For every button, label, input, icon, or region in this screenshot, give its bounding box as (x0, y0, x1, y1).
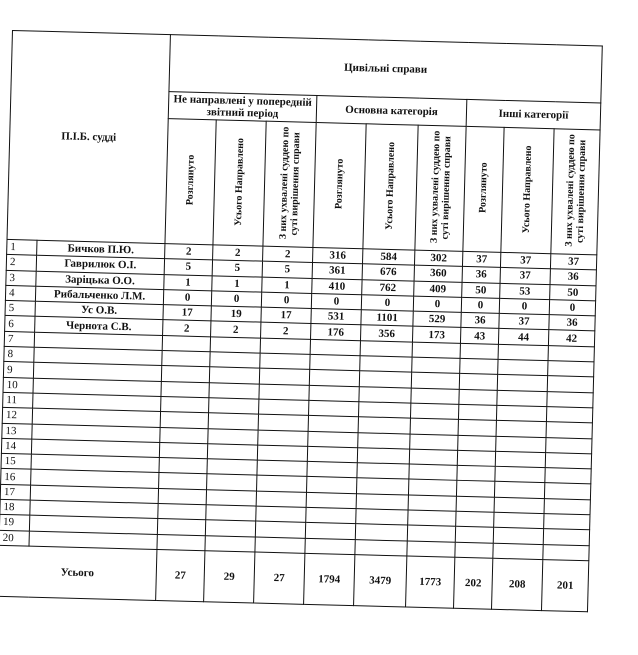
value-cell: 0 (549, 300, 595, 316)
value-cell (208, 413, 258, 430)
row-number: 18 (0, 499, 30, 515)
value-cell (306, 507, 356, 524)
value-cell (358, 432, 410, 449)
value-cell (410, 418, 458, 435)
value-cell (544, 498, 590, 514)
total-value: 1773 (406, 556, 455, 608)
judge-name: Заріцька О.О. (36, 271, 164, 290)
row-number: 13 (2, 423, 32, 439)
subcolumn-label: Розглянуто (477, 162, 490, 214)
value-cell (208, 428, 258, 445)
value-cell (546, 407, 592, 423)
value-cell (260, 353, 310, 370)
value-cell (360, 341, 412, 358)
value-cell (455, 542, 493, 558)
civil-cases-table (0, 30, 603, 612)
value-cell: 37 (462, 251, 500, 267)
value-cell (305, 538, 355, 555)
value-cell (457, 465, 495, 481)
value-cell: 53 (500, 283, 550, 300)
total-value: 3479 (354, 555, 407, 607)
value-cell (412, 342, 460, 359)
value-cell: 584 (362, 249, 414, 266)
value-cell: 36 (461, 313, 499, 329)
value-cell (495, 451, 545, 468)
value-cell (309, 385, 359, 402)
total-value: 27 (156, 549, 205, 601)
row-number: 14 (1, 438, 31, 454)
value-cell (546, 422, 592, 438)
row-number: 4 (5, 285, 35, 301)
value-cell (159, 442, 207, 459)
value-cell: 42 (548, 330, 594, 346)
row-number: 1 (7, 239, 37, 255)
value-cell: 176 (311, 324, 361, 341)
value-cell (496, 421, 546, 438)
value-cell (256, 491, 306, 508)
value-cell: 2 (263, 246, 313, 263)
value-cell: 356 (360, 325, 412, 342)
value-cell (458, 404, 496, 420)
subcolumn-header (551, 129, 600, 255)
value-cell (158, 488, 206, 505)
value-cell: 529 (413, 311, 461, 328)
value-cell (458, 420, 496, 436)
row-number: 19 (0, 515, 30, 531)
value-cell (497, 375, 547, 392)
group-header: Інші категорії (466, 99, 601, 129)
subcolumn-label: Усього Направлено (383, 141, 398, 230)
value-cell: 37 (500, 268, 550, 285)
value-cell (548, 361, 594, 377)
value-cell: 1 (262, 277, 312, 294)
value-cell: 1101 (361, 310, 413, 327)
value-cell (255, 537, 305, 554)
value-cell (409, 464, 457, 481)
value-cell (456, 511, 494, 527)
value-cell (460, 358, 498, 374)
total-value: 29 (204, 551, 255, 603)
value-cell: 0 (211, 291, 261, 308)
total-value: 208 (492, 558, 543, 610)
value-cell (411, 388, 459, 405)
judge-name: Гаврилюк О.І. (36, 256, 164, 275)
value-cell (161, 381, 209, 398)
value-cell (309, 400, 359, 417)
value-cell (360, 356, 412, 373)
value-cell (356, 478, 408, 495)
subcolumn-header (165, 119, 216, 245)
value-cell (310, 354, 360, 371)
value-cell (307, 462, 357, 479)
value-cell (205, 535, 255, 552)
value-cell: 2 (211, 321, 261, 338)
subcolumn-header (415, 125, 466, 251)
value-cell (358, 417, 410, 434)
value-cell: 360 (414, 265, 462, 282)
value-cell (258, 414, 308, 431)
value-cell: 0 (413, 296, 461, 313)
value-cell (158, 504, 206, 521)
total-value: 201 (541, 560, 588, 612)
value-cell: 0 (311, 293, 361, 310)
value-cell: 5 (212, 260, 262, 277)
value-cell (459, 389, 497, 405)
value-cell (543, 529, 589, 545)
value-cell (543, 544, 589, 560)
value-cell (408, 510, 456, 527)
value-cell (407, 541, 455, 558)
value-cell: 0 (461, 297, 499, 313)
value-cell (455, 527, 493, 543)
value-cell (308, 416, 358, 433)
value-cell (162, 335, 210, 352)
value-cell (460, 343, 498, 359)
total-value: 27 (254, 552, 305, 604)
value-cell (306, 492, 356, 509)
value-cell (161, 366, 209, 383)
value-cell (546, 437, 592, 453)
judge-name-header: П.І.Б. судді (7, 31, 170, 244)
value-cell (497, 390, 547, 407)
value-cell (160, 412, 208, 429)
value-cell: 0 (261, 292, 311, 309)
value-cell: 5 (262, 261, 312, 278)
row-number: 8 (4, 346, 34, 362)
value-cell: 410 (312, 278, 362, 295)
row-number: 20 (0, 530, 29, 546)
value-cell: 531 (311, 309, 361, 326)
value-cell (206, 489, 256, 506)
value-cell (410, 403, 458, 420)
total-label: Усього (0, 545, 157, 600)
value-cell: 36 (549, 315, 595, 331)
subcolumn-label: З них ухвалені суддею по суті вирішення справи (428, 130, 453, 244)
value-cell: 0 (499, 298, 549, 315)
value-cell (457, 450, 495, 466)
value-cell (359, 386, 411, 403)
value-cell (355, 524, 407, 541)
value-cell (408, 479, 456, 496)
row-number: 6 (5, 316, 35, 332)
value-cell (255, 521, 305, 538)
value-cell (494, 497, 544, 514)
value-cell (410, 434, 458, 451)
value-cell (257, 460, 307, 477)
value-cell (494, 512, 544, 529)
value-cell: 361 (312, 263, 362, 280)
subcolumn-header (501, 127, 554, 253)
value-cell: 173 (412, 327, 460, 344)
value-cell: 37 (500, 252, 550, 269)
value-cell (257, 445, 307, 462)
value-cell (358, 402, 410, 419)
subcolumn-label: Розглянуто (333, 158, 346, 210)
value-cell: 43 (460, 328, 498, 344)
value-cell (207, 459, 257, 476)
value-cell (160, 427, 208, 444)
row-number: 10 (3, 377, 33, 393)
value-cell: 1 (212, 275, 262, 292)
row-number: 3 (6, 270, 36, 286)
value-cell: 2 (213, 245, 263, 262)
value-cell (207, 444, 257, 461)
value-cell (493, 543, 543, 560)
value-cell: 44 (498, 329, 548, 346)
subcolumn-label: З них ухвалені суддею по суті вирішення справи (277, 126, 302, 240)
value-cell (260, 338, 310, 355)
value-cell: 2 (165, 244, 213, 261)
value-cell: 36 (462, 267, 500, 283)
value-cell (355, 539, 407, 556)
value-cell (310, 339, 360, 356)
value-cell (496, 405, 546, 422)
value-cell (408, 495, 456, 512)
group-header: Не направлені у попередній звітний період (168, 92, 317, 123)
judge-name: Ус О.В. (35, 301, 163, 320)
judge-name: Чернота С.В. (35, 317, 163, 336)
row-number: 12 (2, 408, 32, 424)
value-cell (493, 528, 543, 545)
value-cell (209, 382, 259, 399)
value-cell (162, 351, 210, 368)
value-cell (305, 523, 355, 540)
value-cell (256, 506, 306, 523)
value-cell (209, 367, 259, 384)
value-cell (210, 337, 260, 354)
row-number: 17 (0, 484, 30, 500)
value-cell (548, 345, 594, 361)
value-cell: 762 (362, 279, 414, 296)
row-number: 9 (3, 362, 33, 378)
value-cell: 37 (550, 254, 596, 270)
row-number: 15 (1, 454, 31, 470)
value-cell (459, 374, 497, 390)
value-cell: 302 (414, 250, 462, 267)
value-cell: 19 (211, 306, 261, 323)
judge-name: Бичков П.Ю. (37, 240, 165, 259)
value-cell (545, 452, 591, 468)
value-cell (496, 436, 546, 453)
subcolumn-header (313, 122, 366, 248)
value-cell (259, 368, 309, 385)
civil-cases-header: Цивільні справи (169, 35, 602, 103)
value-cell (259, 399, 309, 416)
value-cell: 2 (261, 323, 311, 340)
value-cell (209, 398, 259, 415)
value-cell (495, 466, 545, 483)
value-cell (498, 359, 548, 376)
value-cell: 17 (163, 305, 211, 322)
value-cell: 17 (261, 307, 311, 324)
judge-name: Рибальченко Л.М. (35, 286, 163, 305)
value-cell (157, 519, 205, 536)
total-value: 1794 (304, 553, 355, 605)
value-cell (207, 474, 257, 491)
value-cell (258, 430, 308, 447)
row-number: 5 (5, 301, 35, 317)
value-cell: 5 (164, 259, 212, 276)
subcolumn-label: З них ухвалені суддею по суті вирішення справи (563, 133, 588, 247)
value-cell (307, 477, 357, 494)
value-cell (407, 525, 455, 542)
row-number: 11 (3, 392, 33, 408)
value-cell (259, 384, 309, 401)
subcolumn-header (263, 121, 316, 247)
value-cell (409, 449, 457, 466)
value-cell (494, 482, 544, 499)
value-cell: 0 (361, 295, 413, 312)
value-cell (307, 446, 357, 463)
row-number: 16 (1, 469, 31, 485)
value-cell: 676 (362, 264, 414, 281)
value-cell (308, 431, 358, 448)
court-statistics-document (0, 30, 603, 612)
value-cell (257, 476, 307, 493)
value-cell (356, 493, 408, 510)
subcolumn-label: Усього Направлено (520, 144, 535, 234)
value-cell (359, 371, 411, 388)
subcolumn-label: Розглянуто (184, 154, 197, 206)
value-cell (458, 435, 496, 451)
row-number: 2 (6, 255, 36, 271)
value-cell (498, 344, 548, 361)
value-cell (356, 509, 408, 526)
subcolumn-header (463, 126, 504, 252)
value-cell: 0 (163, 289, 211, 306)
value-cell: 50 (550, 284, 596, 300)
group-header: Основна категорія (316, 96, 467, 127)
value-cell: 2 (163, 320, 211, 337)
value-cell: 409 (414, 281, 462, 298)
subcolumn-header (363, 124, 418, 250)
subcolumn-label: Усього Направлено (232, 137, 247, 226)
value-cell (547, 391, 593, 407)
subcolumn-header (213, 120, 266, 246)
value-cell: 36 (550, 269, 596, 285)
value-cell (544, 514, 590, 530)
value-cell (357, 463, 409, 480)
row-number: 7 (4, 331, 34, 347)
value-cell: 50 (462, 282, 500, 298)
value-cell (357, 448, 409, 465)
value-cell (411, 372, 459, 389)
value-cell: 1 (164, 274, 212, 291)
value-cell (210, 352, 260, 369)
value-cell (309, 370, 359, 387)
value-cell (547, 376, 593, 392)
value-cell (157, 534, 205, 551)
value-cell (206, 505, 256, 522)
value-cell (159, 458, 207, 475)
value-cell (544, 483, 590, 499)
value-cell (412, 357, 460, 374)
value-cell (545, 468, 591, 484)
value-cell (205, 520, 255, 537)
value-cell (456, 481, 494, 497)
value-cell (159, 473, 207, 490)
value-cell (456, 496, 494, 512)
value-cell (161, 396, 209, 413)
value-cell: 316 (313, 247, 363, 264)
total-value: 202 (454, 557, 493, 609)
value-cell: 37 (499, 314, 549, 331)
